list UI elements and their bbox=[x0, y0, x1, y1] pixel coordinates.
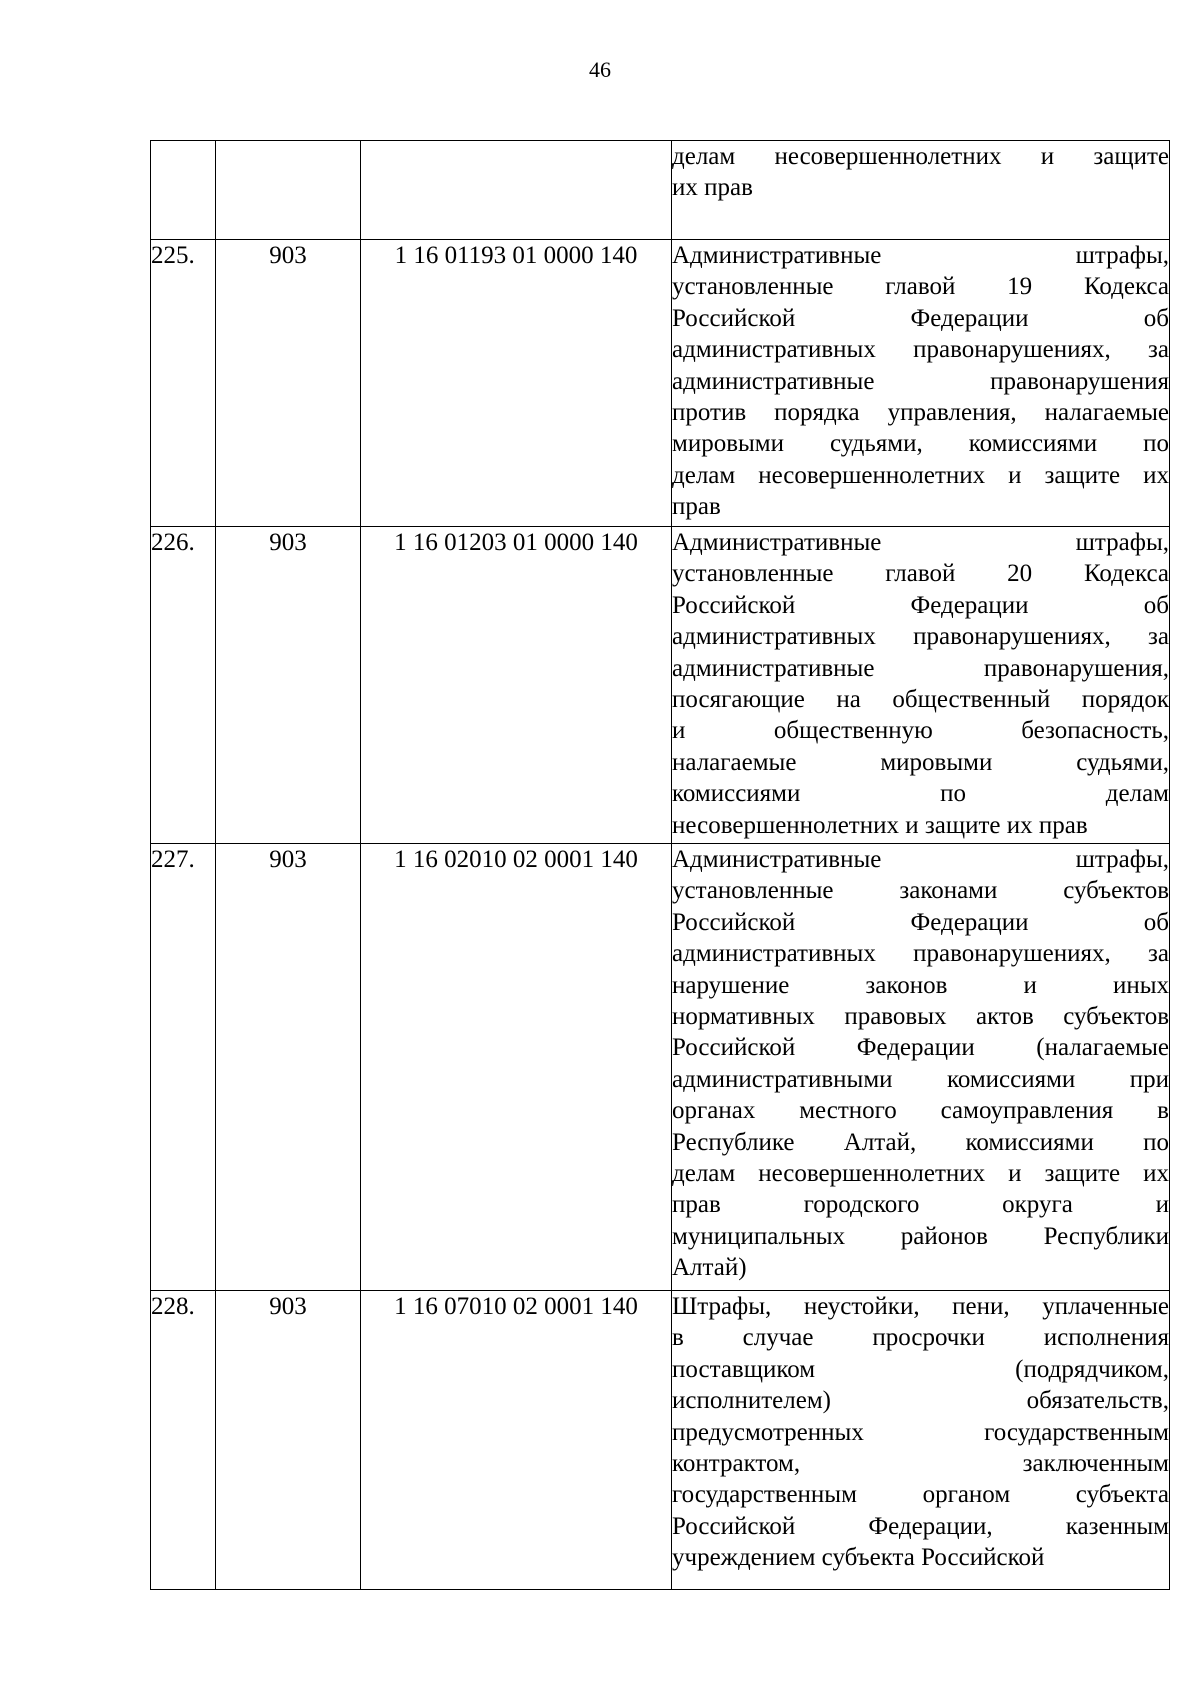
description-line: административные правонарушения, bbox=[672, 654, 1169, 682]
row-number: 228. bbox=[151, 1291, 216, 1590]
description-line: мировыми судьями, комиссиями по bbox=[672, 430, 1169, 458]
row-number bbox=[151, 141, 216, 240]
table-row bbox=[151, 1291, 1170, 1590]
description-line: Российской Федерации (налагаемые bbox=[672, 1034, 1169, 1062]
row-number: 226. bbox=[151, 527, 216, 844]
description-line: установленные главой 20 Кодекса bbox=[672, 560, 1169, 588]
description-line: их прав bbox=[672, 174, 753, 202]
description-line: прав bbox=[672, 493, 721, 521]
description-line: Алтай) bbox=[672, 1254, 747, 1282]
description-line: административные правонарушения bbox=[672, 367, 1169, 395]
description-line: налагаемые мировыми судьями, bbox=[672, 748, 1169, 776]
revenue-classification-code: 1 16 07010 02 0001 140 bbox=[361, 1291, 672, 1590]
description-line: государственным органом субъекта bbox=[672, 1481, 1169, 1509]
description-line: нормативных правовых актов субъектов bbox=[672, 1003, 1169, 1031]
description-line: делам несовершеннолетних и защите bbox=[672, 143, 1169, 170]
description-line: и общественную безопасность, bbox=[672, 717, 1169, 745]
description-line: органах местного самоуправления в bbox=[672, 1097, 1169, 1125]
description-line: Штрафы, неустойки, пени, уплаченные bbox=[672, 1293, 1169, 1320]
administrator-code: 903 bbox=[216, 844, 361, 1291]
description-line: предусмотренных государственным bbox=[672, 1418, 1169, 1446]
description-line: поставщиком (подрядчиком, bbox=[672, 1355, 1169, 1383]
description-line: административных правонарушениях, за bbox=[672, 336, 1169, 364]
description-line: Административные штрафы, bbox=[672, 529, 1169, 556]
description-line: Российской Федерации об bbox=[672, 304, 1169, 332]
description-line: учреждением субъекта Российской bbox=[672, 1544, 1045, 1572]
table-row bbox=[151, 240, 1170, 527]
description-line: административных правонарушениях, за bbox=[672, 623, 1169, 651]
description-line: посягающие на общественный порядок bbox=[672, 686, 1169, 714]
administrator-code: 903 bbox=[216, 527, 361, 844]
description-line: комиссиями по делам bbox=[672, 780, 1169, 808]
administrator-code: 903 bbox=[216, 1291, 361, 1590]
revenue-description bbox=[672, 240, 1170, 527]
description-line: установленные законами субъектов bbox=[672, 877, 1169, 905]
description-line: прав городского округа и bbox=[672, 1191, 1169, 1219]
description-line: против порядка управления, налагаемые bbox=[672, 399, 1169, 427]
description-line: Административные штрафы, bbox=[672, 242, 1169, 269]
revenue-description bbox=[672, 844, 1170, 1291]
table-row bbox=[151, 141, 1170, 240]
description-line: делам несовершеннолетних и защите их bbox=[672, 461, 1169, 489]
row-number: 225. bbox=[151, 240, 216, 527]
description-line: контрактом, заключенным bbox=[672, 1450, 1169, 1478]
description-line: исполнителем) обязательств, bbox=[672, 1387, 1169, 1415]
description-line: делам несовершеннолетних и защите их bbox=[672, 1160, 1169, 1188]
table-row bbox=[151, 844, 1170, 1291]
description-line: Республике Алтай, комиссиями по bbox=[672, 1128, 1169, 1156]
description-line: Российской Федерации, казенным bbox=[672, 1512, 1169, 1540]
revenue-description bbox=[672, 1291, 1170, 1590]
description-line: нарушение законов и иных bbox=[672, 971, 1169, 999]
revenue-description bbox=[672, 141, 1170, 240]
revenue-classification-code: 1 16 02010 02 0001 140 bbox=[361, 844, 672, 1291]
description-line: Российской Федерации об bbox=[672, 591, 1169, 619]
description-line: Административные штрафы, bbox=[672, 846, 1169, 873]
revenue-classification-code bbox=[361, 141, 672, 240]
description-line: в случае просрочки исполнения bbox=[672, 1324, 1169, 1352]
description-line: административными комиссиями при bbox=[672, 1065, 1169, 1093]
administrator-code bbox=[216, 141, 361, 240]
administrator-code: 903 bbox=[216, 240, 361, 527]
revenue-classification-code: 1 16 01193 01 0000 140 bbox=[361, 240, 672, 527]
description-line: несовершеннолетних и защите их прав bbox=[672, 811, 1088, 839]
description-line: Российской Федерации об bbox=[672, 908, 1169, 936]
page-number: 46 bbox=[589, 57, 611, 82]
description-line: административных правонарушениях, за bbox=[672, 940, 1169, 968]
revenue-description bbox=[672, 527, 1170, 844]
row-number: 227. bbox=[151, 844, 216, 1291]
description-line: муниципальных районов Республики bbox=[672, 1222, 1169, 1250]
description-line: установленные главой 19 Кодекса bbox=[672, 273, 1169, 301]
table-row bbox=[151, 527, 1170, 844]
revenue-codes-table bbox=[150, 140, 1170, 1590]
revenue-classification-code: 1 16 01203 01 0000 140 bbox=[361, 527, 672, 844]
